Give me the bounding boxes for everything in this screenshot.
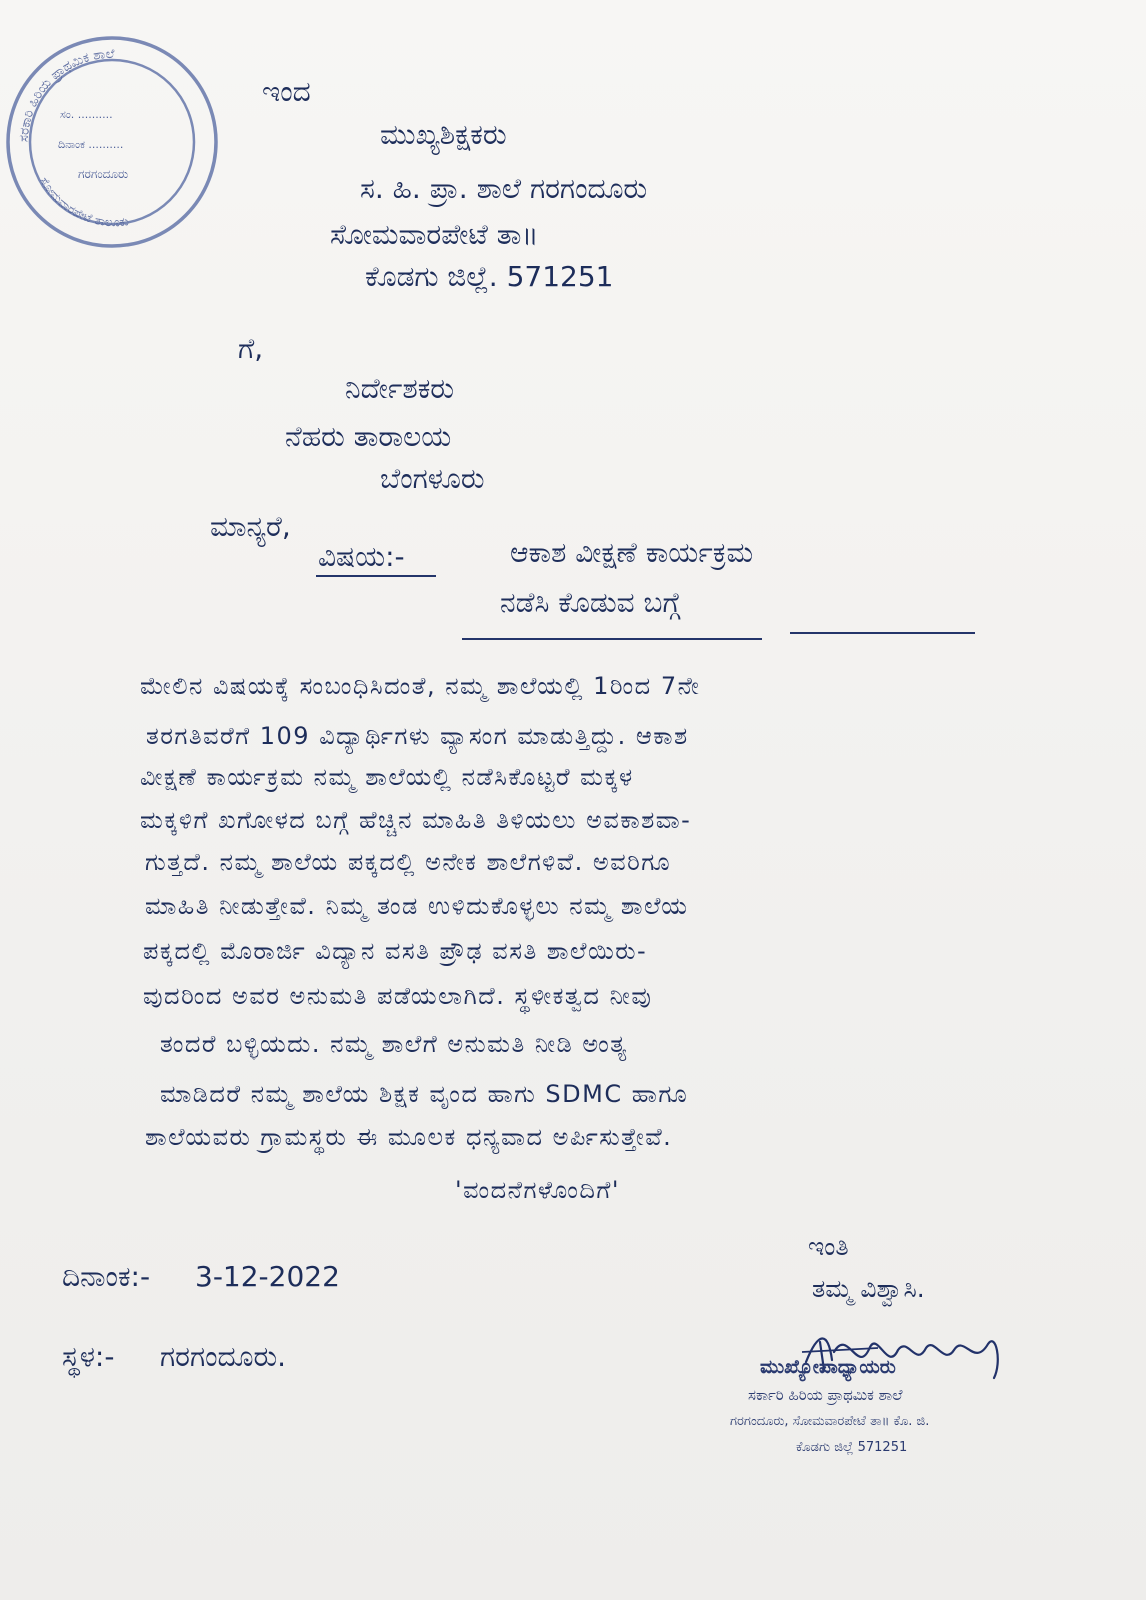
body-line: ವೀಕ್ಷಣೆ ಕಾರ್ಯಕ್ರಮ ನಮ್ಮ ಶಾಲೆಯಲ್ಲಿ ನಡೆಸಿಕೊಟ್ಟರೆ ಮಕ್ಕಳ xyxy=(140,763,634,791)
body-line: ಮೇಲಿನ ವಿಷಯಕ್ಕೆ ಸಂಬಂಧಿಸಿದಂತೆ, ನಮ್ಮ ಶಾಲೆಯಲ್ಲಿ 1ರಿಂದ 7ನೇ xyxy=(140,672,701,700)
body-line: ತರಗತಿವರೆಗೆ 109 ವಿದ್ಯಾರ್ಥಿಗಳು ವ್ಯಾಸಂಗ ಮಾಡುತ್ತಿದ್ದು. ಆಕಾಶ xyxy=(146,722,689,750)
from-school: ಸ. ಹಿ. ಪ್ರಾ. ಶಾಲೆ ಗರಗಂದೂರು xyxy=(360,172,648,205)
seal-school: ಸರ್ಕಾರಿ ಹಿರಿಯ ಪ್ರಾಥಮಿಕ ಶಾಲೆ xyxy=(748,1386,903,1404)
stamp-line-1: ಸಂ. .......... xyxy=(60,108,113,121)
to-office: ನೆಹರು ತಾರಾಲಯ xyxy=(285,420,452,453)
date-value: 3-12-2022 xyxy=(195,1260,340,1293)
to-label: ಗೆ, xyxy=(238,332,264,365)
from-label: ಇಂದ xyxy=(262,75,311,108)
body-line: ಗುತ್ತದೆ. ನಮ್ಮ ಶಾಲೆಯ ಪಕ್ಕದಲ್ಲಿ ಅನೇಕ ಶಾಲೆಗಳಿವೆ. ಅವರಿಗೂ xyxy=(145,848,672,876)
to-city: ಬೆಂಗಳೂರು xyxy=(380,462,485,495)
subject-underline-right xyxy=(790,632,975,634)
seal-address: ಗರಗಂದೂರು, ಸೋಮವಾರಪೇಟೆ ತಾ॥ ಕೊ. ಜಿ. xyxy=(730,1414,930,1429)
seal-designation: ಮುಖ್ಯೋಪಾಧ್ಯಾಯರು xyxy=(760,1356,896,1378)
from-designation: ಮುಖ್ಯಶಿಕ್ಷಕರು xyxy=(380,118,507,151)
date-label: ದಿನಾಂಕ:- xyxy=(62,1260,151,1293)
svg-text:ಸೋಮವಾರಪೇಟೆ ತಾಲೂಕು xyxy=(37,174,130,229)
to-designation: ನಿರ್ದೇಶಕರು xyxy=(345,372,455,405)
stamp-line-2: ದಿನಾಂಕ .......... xyxy=(58,138,124,151)
salutation: ಮಾನ್ಯರೆ, xyxy=(210,510,291,543)
place-label: ಸ್ಥಳ:- xyxy=(62,1340,115,1373)
subject-underline-left xyxy=(462,638,762,640)
body-line: ಪಕ್ಕದಲ್ಲಿ ಮೊರಾರ್ಜಿ ವಿದ್ಯಾನ ವಸತಿ ಪ್ರೌಢ ವಸತಿ ಶಾಲೆಯಿರು- xyxy=(143,937,648,965)
body-line: ವುದರಿಂದ ಅವರ ಅನುಮತಿ ಪಡೆಯಲಾಗಿದೆ. ಸ್ಥಳೀಕತ್ವದ ನೀವು xyxy=(143,982,653,1010)
subject-line-1: ಆಕಾಶ ವೀಕ್ಷಣೆ ಕಾರ್ಯಕ್ರಮ xyxy=(510,536,754,569)
svg-text:ಸರಕಾರಿ ಹಿರಿಯ ಪ್ರಾಥಮಿಕ ಶಾಲೆ xyxy=(17,47,115,142)
subject-line-2: ನಡೆಸಿ ಕೊಡುವ ಬಗ್ಗೆ xyxy=(500,586,681,619)
from-taluk: ಸೋಮವಾರಪೇಟೆ ತಾ॥ xyxy=(330,218,539,251)
seal-district: ಕೊಡಗು ಜಿಲ್ಲೆ 571251 xyxy=(796,1440,908,1455)
stamp-place: ಗರಗಂದೂರು xyxy=(78,167,129,181)
from-district: ಕೊಡಗು ಜಿಲ್ಲೆ. 571251 xyxy=(365,260,614,293)
subject-label: ವಿಷಯ:- xyxy=(318,540,405,573)
stamp-ring-bottom: ಸೋಮವಾರಪೇಟೆ ತಾಲೂಕು xyxy=(37,174,130,230)
stamp-seal-graphic xyxy=(0,30,225,255)
stamp-ring-text: ಸರಕಾರಿ ಹಿರಿಯ ಪ್ರಾಥಮಿಕ ಶಾಲೆ xyxy=(16,46,115,143)
body-closing-phrase: 'ವಂದನೆಗಳೊಂದಿಗೆ' xyxy=(455,1176,620,1204)
body-line: ಶಾಲೆಯವರು ಗ್ರಾಮಸ್ಥರು ಈ ಮೂಲಕ ಧನ್ಯವಾದ ಅರ್ಪಿಸುತ್ತೇವೆ. xyxy=(145,1123,673,1151)
closing-yours: ಇಂತಿ xyxy=(808,1232,849,1261)
body-line: ತಂದರೆ ಬಳ್ಳಿಯದು. ನಮ್ಮ ಶಾಲೆಗೆ ಅನುಮತಿ ನೀಡಿ ಅಂತ್ಯ xyxy=(160,1030,628,1058)
body-line: ಮಾಹಿತಿ ನೀಡುತ್ತೇವೆ. ನಿಮ್ಮ ತಂಡ ಉಳಿದುಕೊಳ್ಳಲು ನಮ್ಮ ಶಾಲೆಯ xyxy=(145,892,689,920)
place-value: ಗರಗಂದೂರು. xyxy=(160,1340,287,1373)
subject-label-underline xyxy=(316,575,436,577)
school-stamp xyxy=(0,30,225,259)
body-line: ಮಕ್ಕಳಿಗೆ ಖಗೋಳದ ಬಗ್ಗೆ ಹೆಚ್ಚಿನ ಮಾಹಿತಿ ತಿಳಿಯಲು ಅವಕಾಶವಾ- xyxy=(140,806,692,834)
body-line: ಮಾಡಿದರೆ ನಮ್ಮ ಶಾಲೆಯ ಶಿಕ್ಷಕ ವೃಂದ ಹಾಗು SDMC ಹಾಗೂ xyxy=(160,1080,689,1108)
closing-faithfully: ತಮ್ಮ ವಿಶ್ವಾಸಿ. xyxy=(812,1274,925,1303)
